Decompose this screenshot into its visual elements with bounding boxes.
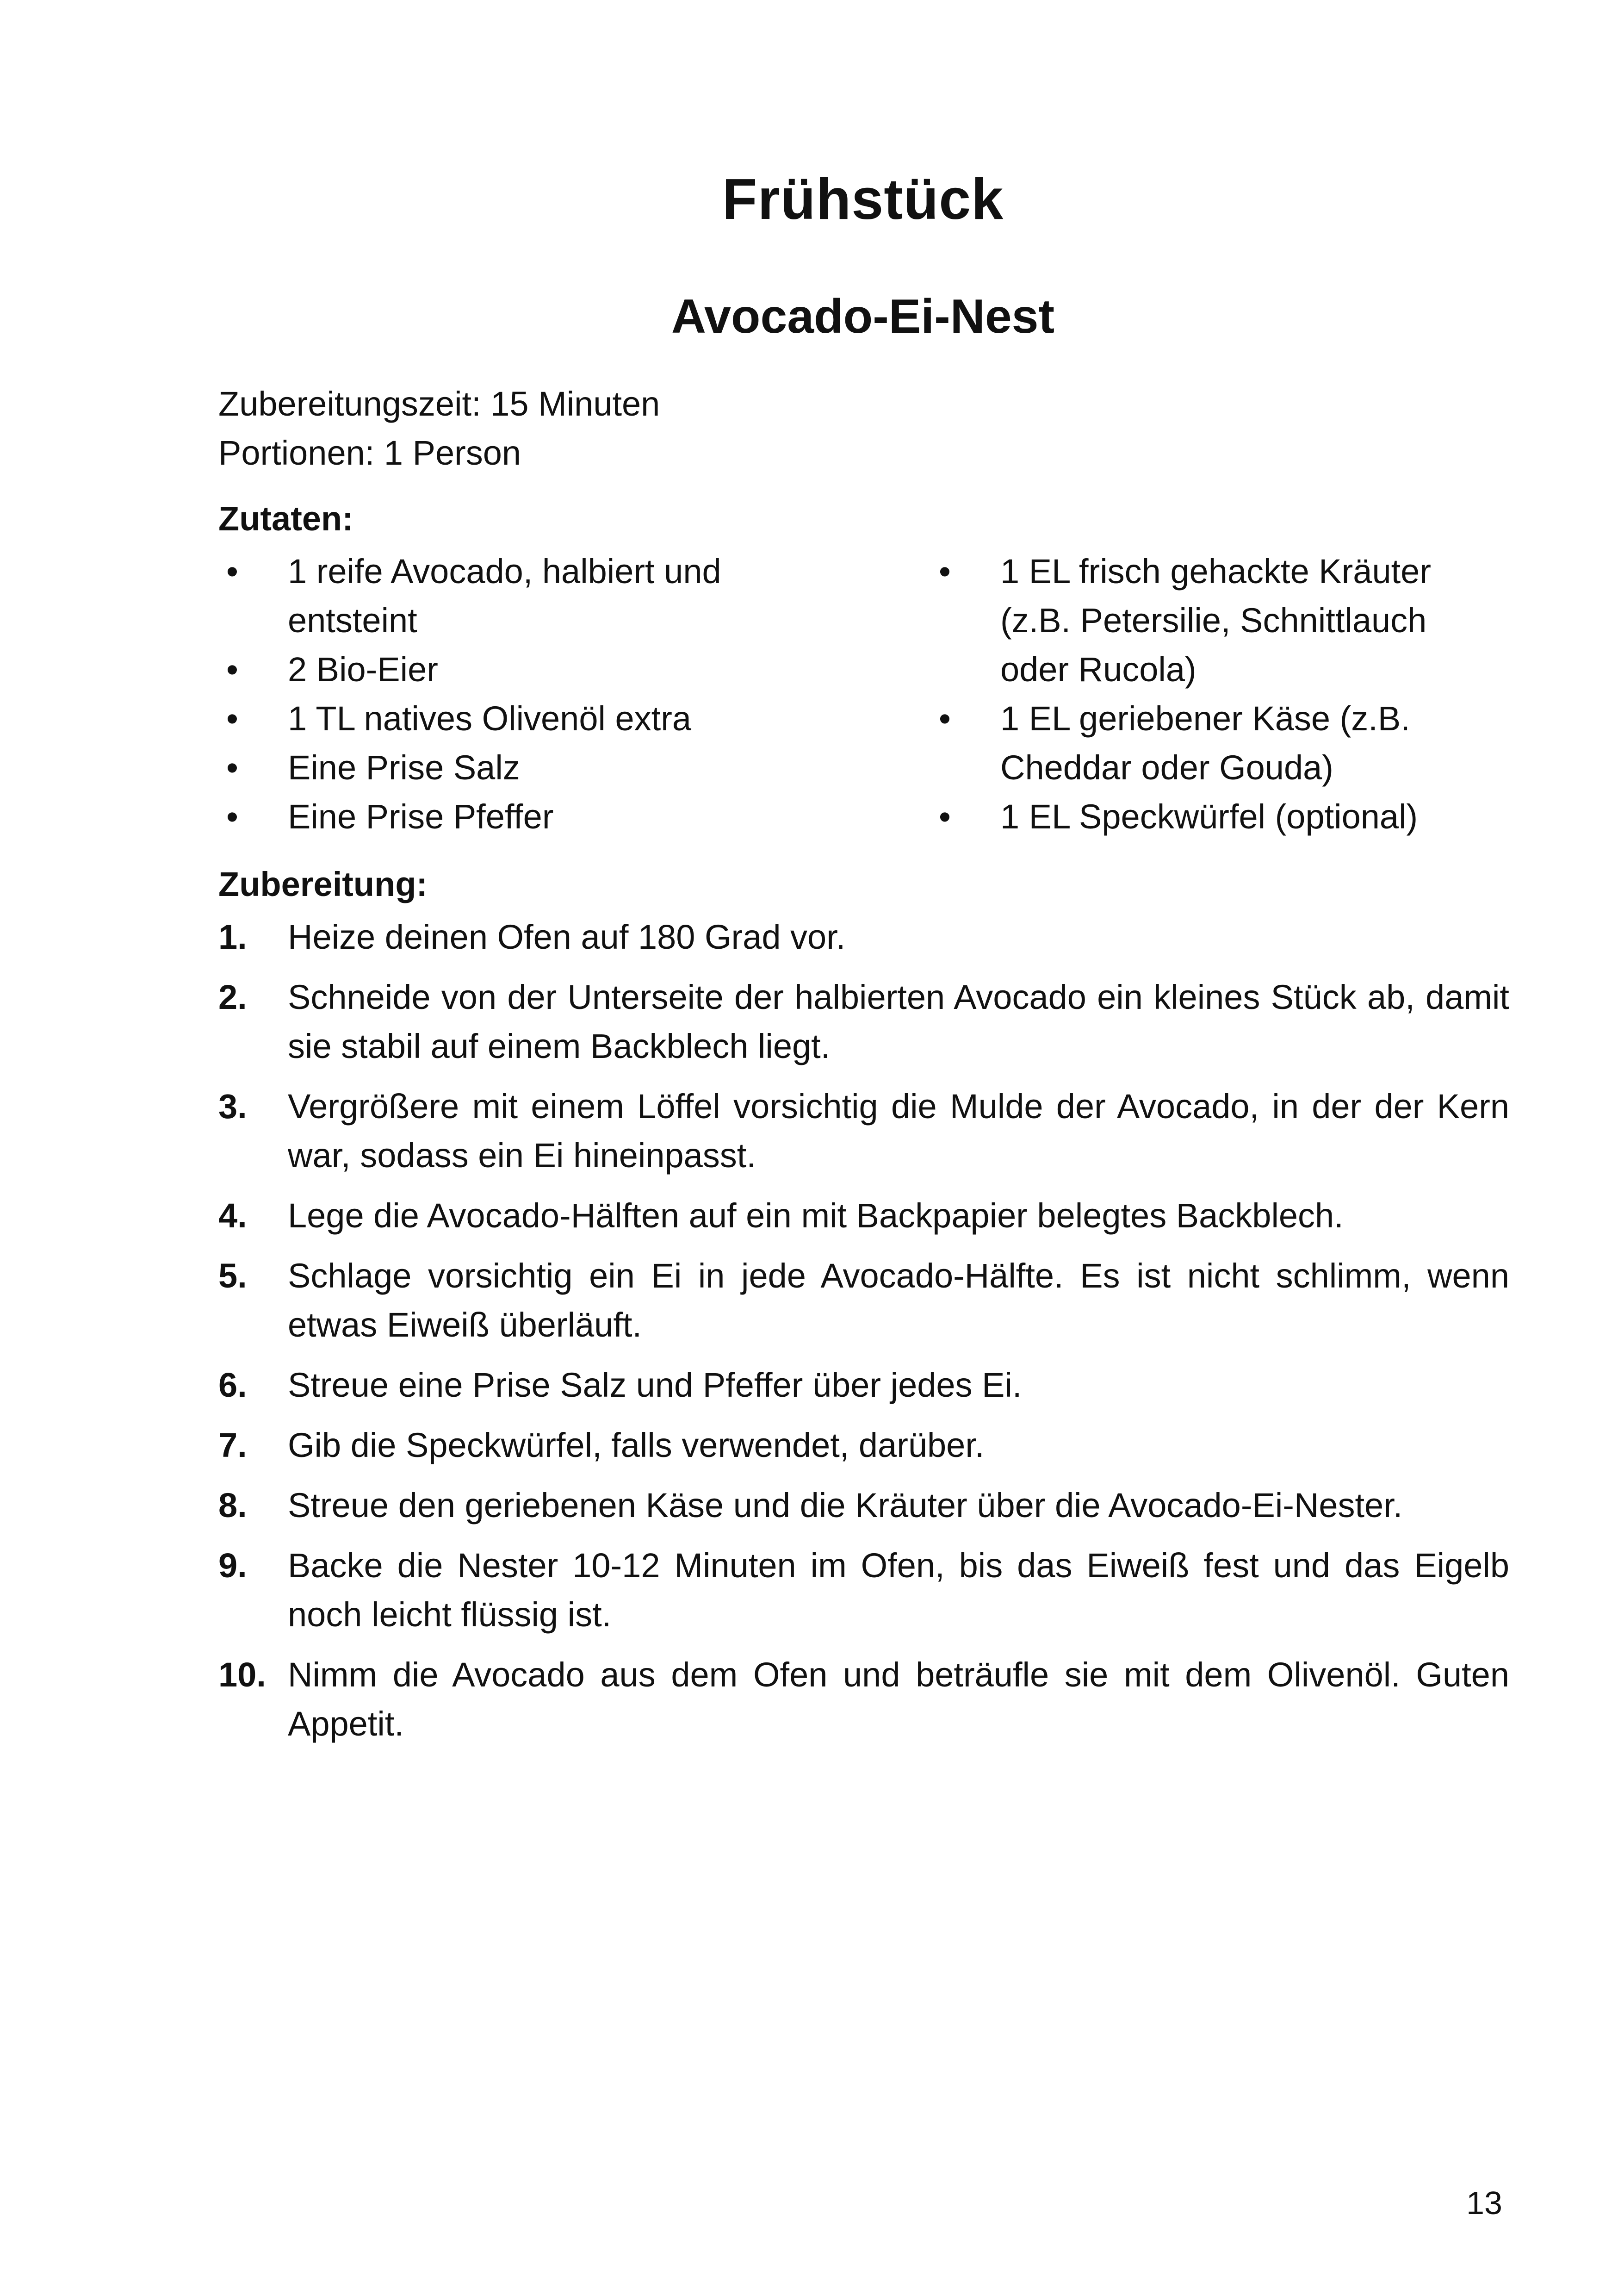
step-item — [218, 913, 1509, 962]
step-item — [218, 1361, 1509, 1410]
bullet-icon: • — [226, 552, 238, 591]
step-text: Streue den geriebenen Käse und die Kräuter über die Avocado-Ei-Nester. — [288, 1486, 1403, 1524]
ingredient-item: • 1 EL frisch gehackte Kräuter (z.B. Petersilie, Schnittlauch oder Rucola) — [931, 547, 1477, 694]
bullet-icon: • — [226, 650, 238, 689]
step-number: 3. — [218, 1087, 247, 1126]
ingredient-item: • 1 EL geriebener Käse (z.B. Cheddar oder Gouda) — [931, 694, 1477, 792]
ingredients-heading: Zutaten: — [218, 499, 353, 538]
ingredient-item: • Eine Prise Pfeffer — [218, 792, 811, 841]
step-item — [218, 973, 1509, 1071]
step-item — [218, 1251, 1509, 1350]
step-text: Gib die Speckwürfel, falls verwendet, darüber. — [288, 1426, 985, 1464]
step-text: Heize deinen Ofen auf 180 Grad vor. — [288, 918, 846, 956]
step-text: Schneide von der Unterseite der halbierten Avocado ein kleines Stück ab, damit sie stabil auf einem Backblech liegt. — [288, 978, 1509, 1065]
bullet-icon: • — [939, 797, 951, 836]
prep-time: Zubereitungszeit: 15 Minuten — [218, 385, 660, 423]
ingredient-item: • 1 reife Avocado, halbiert und entsteint — [218, 547, 811, 645]
step-item — [218, 1541, 1509, 1639]
step-item — [218, 1421, 1509, 1470]
step-item — [218, 1082, 1509, 1180]
bullet-icon: • — [939, 699, 951, 738]
step-text: Vergrößere mit einem Löffel vorsichtig die Mulde der Avocado, in der der Kern war, sodass ein Ei hineinpasst. — [288, 1087, 1509, 1175]
ingredient-item: • Eine Prise Salz — [218, 743, 811, 792]
recipe-title: Avocado-Ei-Nest — [671, 290, 1055, 343]
step-number: 4. — [218, 1196, 247, 1235]
page-number: 13 — [1466, 2185, 1502, 2221]
step-item — [218, 1191, 1509, 1240]
step-number: 6. — [218, 1366, 247, 1404]
bullet-icon: • — [226, 699, 238, 738]
bullet-icon: • — [226, 748, 238, 787]
section-title: Frühstück — [722, 168, 1004, 231]
steps-heading: Zubereitung: — [218, 865, 428, 903]
bullet-icon: • — [939, 552, 951, 591]
step-text: Streue eine Prise Salz und Pfeffer über jedes Ei. — [288, 1366, 1022, 1404]
steps-list — [218, 913, 1509, 1760]
step-number: 10. — [218, 1655, 266, 1694]
step-text: Backe die Nester 10-12 Minuten im Ofen, bis das Eiweiß fest und das Eigelb noch leicht flüssig ist. — [288, 1546, 1509, 1634]
step-text: Schlage vorsichtig ein Ei in jede Avocado-Hälfte. Es ist nicht schlimm, wenn etwas Eiweiß überläuft. — [288, 1257, 1509, 1344]
ingredient-item: • 1 TL natives Olivenöl extra — [218, 694, 811, 743]
step-number: 1. — [218, 918, 247, 956]
step-text: Lege die Avocado-Hälften auf ein mit Backpapier belegtes Backblech. — [288, 1196, 1344, 1235]
step-text: Nimm die Avocado aus dem Ofen und beträufle sie mit dem Olivenöl. Guten Appetit. — [288, 1655, 1509, 1743]
bullet-icon: • — [226, 797, 238, 836]
step-item — [218, 1481, 1509, 1530]
step-number: 7. — [218, 1426, 247, 1464]
step-number: 8. — [218, 1486, 247, 1524]
ingredient-item: • 2 Bio-Eier — [218, 645, 811, 694]
recipe-meta — [218, 380, 660, 478]
servings: Portionen: 1 Person — [218, 434, 521, 472]
step-number: 5. — [218, 1257, 247, 1295]
ingredients-list-right — [931, 547, 1477, 841]
step-item — [218, 1650, 1509, 1748]
step-number: 9. — [218, 1546, 247, 1585]
step-number: 2. — [218, 978, 247, 1016]
ingredients-list-left — [218, 547, 811, 841]
ingredient-item: • 1 EL Speckwürfel (optional) — [931, 792, 1477, 841]
